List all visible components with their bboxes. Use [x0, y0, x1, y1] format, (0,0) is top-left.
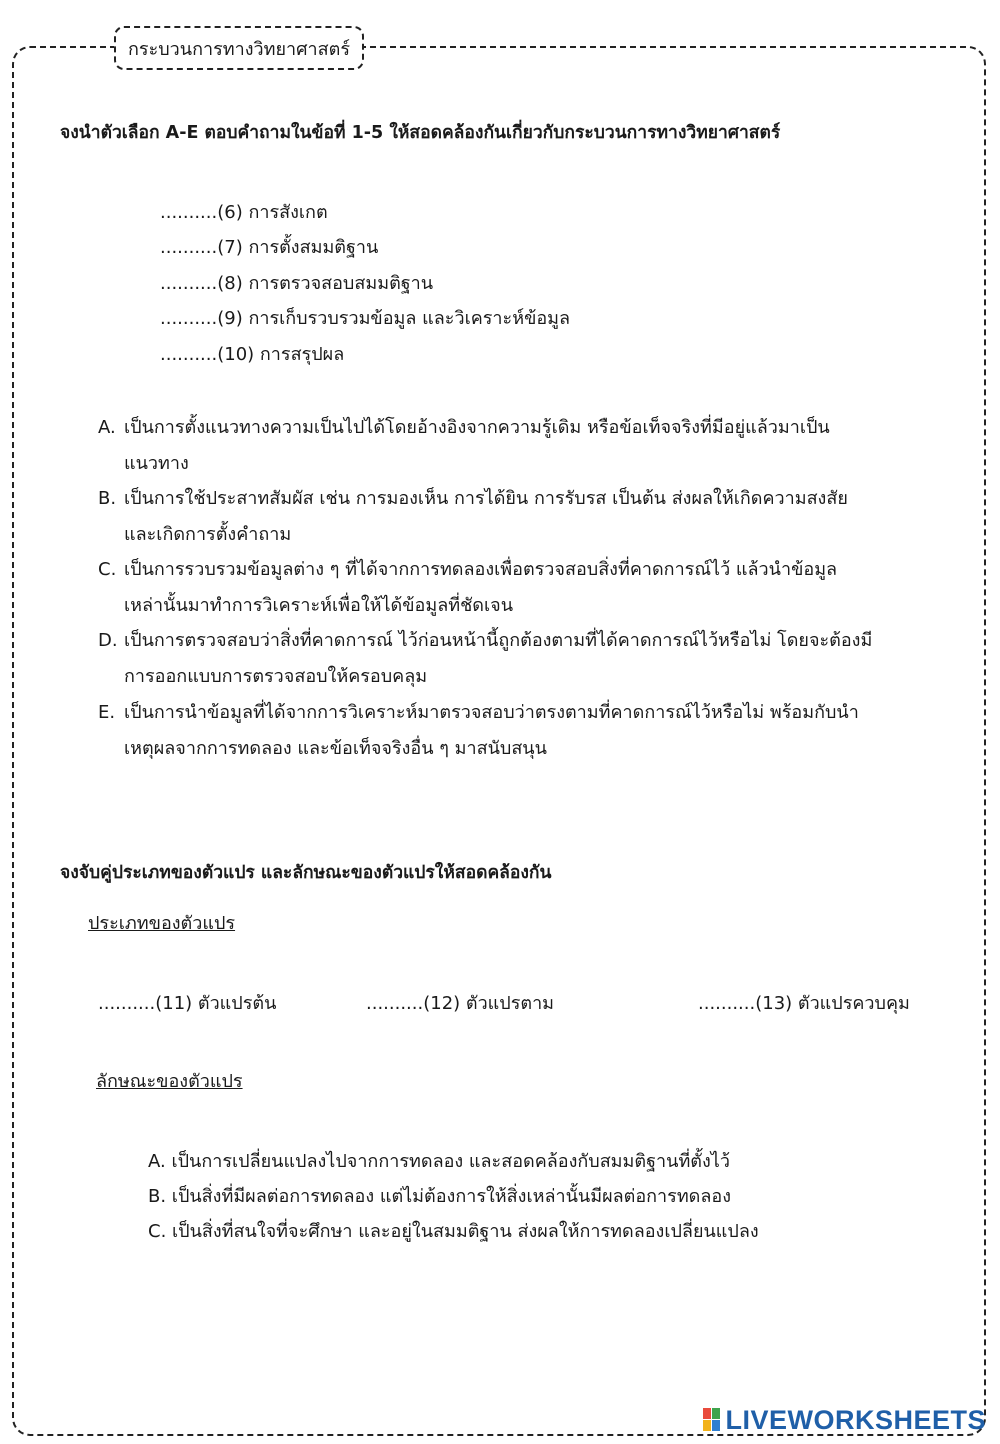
answer-blank-7[interactable]: ..........: [160, 237, 218, 258]
answer-blank-6[interactable]: ..........: [160, 202, 218, 223]
section2-instruction: จงจับคู่ประเภทของตัวแปร และลักษณะของตัวแปรให้สอดคล้องกัน: [60, 863, 552, 883]
option-d-line2: การออกแบบการตรวจสอบให้ครอบคลุม: [124, 666, 428, 687]
liveworksheets-logo: [703, 1403, 986, 1437]
characteristic-c: C. เป็นสิ่งที่สนใจที่จะศึกษา และอยู่ในสมมติฐาน ส่งผลให้การทดลองเปลี่ยนแปลง: [148, 1221, 759, 1242]
answer-blank-8[interactable]: ..........: [160, 273, 218, 294]
question-6-label: (6) การสังเกต: [217, 202, 328, 223]
option-d-letter: D.: [98, 630, 118, 651]
option-e-letter: E.: [98, 702, 116, 723]
question-9-label: (9) การเก็บรวบรวมข้อมูล และวิเคราะห์ข้อมูล: [217, 308, 571, 329]
variable-types-heading: ประเภทของตัวแปร: [88, 913, 236, 934]
variable-type-11[interactable]: ..........(11) ตัวแปรต้น: [98, 993, 277, 1014]
option-b-line2: และเกิดการตั้งคำถาม: [124, 524, 292, 545]
worksheet-title: กระบวนการทางวิทยาศาสตร์: [114, 26, 364, 70]
option-c-line2: เหล่านั้นมาทำการวิเคราะห์เพื่อให้ได้ข้อมูลที่ชัดเจน: [124, 595, 514, 616]
characteristic-b: B. เป็นสิ่งที่มีผลต่อการทดลอง แต่ไม่ต้องการให้สิ่งเหล่านั้นมีผลต่อการทดลอง: [148, 1186, 732, 1207]
characteristic-a: A. เป็นการเปลี่ยนแปลงไปจากการทดลอง และสอดคล้องกับสมมติฐานที่ตั้งไว้: [148, 1151, 730, 1172]
option-b: [98, 481, 958, 553]
option-a-letter: A.: [98, 417, 116, 438]
option-a: [98, 410, 958, 482]
liveworksheets-logo-icon: [703, 1408, 721, 1432]
option-b-letter: B.: [98, 488, 117, 509]
variable-type-13[interactable]: ..........(13) ตัวแปรควบคุม: [698, 993, 910, 1014]
section1-instruction: จงนำตัวเลือก A-E ตอบคำถามในข้อที่ 1-5 ให้สอดคล้องกันเกี่ยวกับกระบวนการทางวิทยาศาสตร์: [60, 123, 781, 143]
option-d-line1: เป็นการตรวจสอบว่าสิ่งที่คาดการณ์ ไว้ก่อนหน้านี้ถูกต้องตามที่ได้คาดการณ์ไว้หรือไม่ โดยจะต้องมี: [124, 630, 873, 651]
question-8-label: (8) การตรวจสอบสมมติฐาน: [217, 273, 434, 294]
question-7-label: (7) การตั้งสมมติฐาน: [217, 237, 379, 258]
question-10: [160, 338, 344, 372]
option-c-line1: เป็นการรวบรวมข้อมูลต่าง ๆ ที่ได้จากการทดลองเพื่อตรวจสอบสิ่งที่คาดการณ์ไว้ แล้วนำข้อมูล: [124, 559, 838, 580]
option-e: [98, 695, 958, 767]
option-e-line2: เหตุผลจากการทดลอง และข้อเท็จจริงอื่น ๆ มาสนับสนุน: [124, 738, 547, 759]
option-a-line1: เป็นการตั้งแนวทางความเป็นไปได้โดยอ้างอิงจากความรู้เดิม หรือข้อเท็จจริงที่มีอยู่แล้วมาเป็น: [124, 417, 830, 438]
answer-blank-10[interactable]: ..........: [160, 344, 218, 365]
question-7: [160, 231, 378, 265]
option-e-line1: เป็นการนำข้อมูลที่ได้จากการวิเคราะห์มาตรวจสอบว่าตรงตามที่คาดการณ์ไว้หรือไม่ พร้อมกับนำ: [124, 702, 859, 723]
option-b-line1: เป็นการใช้ประสาทสัมผัส เช่น การมองเห็น การได้ยิน การรับรส เป็นต้น ส่งผลให้เกิดความสงสัย: [124, 488, 848, 509]
variable-characteristics-heading: ลักษณะของตัวแปร: [96, 1071, 243, 1092]
variable-type-12[interactable]: ..........(12) ตัวแปรตาม: [366, 993, 555, 1014]
question-6: [160, 196, 328, 230]
option-c-letter: C.: [98, 559, 117, 580]
question-10-label: (10) การสรุปผล: [217, 344, 345, 365]
option-c: [98, 552, 958, 624]
option-a-line2: แนวทาง: [124, 453, 189, 474]
question-8: [160, 267, 433, 301]
liveworksheets-logo-text: LIVEWORKSHEETS: [725, 1404, 986, 1435]
answer-blank-9[interactable]: ..........: [160, 308, 218, 329]
option-d: [98, 623, 958, 695]
question-9: [160, 302, 570, 336]
